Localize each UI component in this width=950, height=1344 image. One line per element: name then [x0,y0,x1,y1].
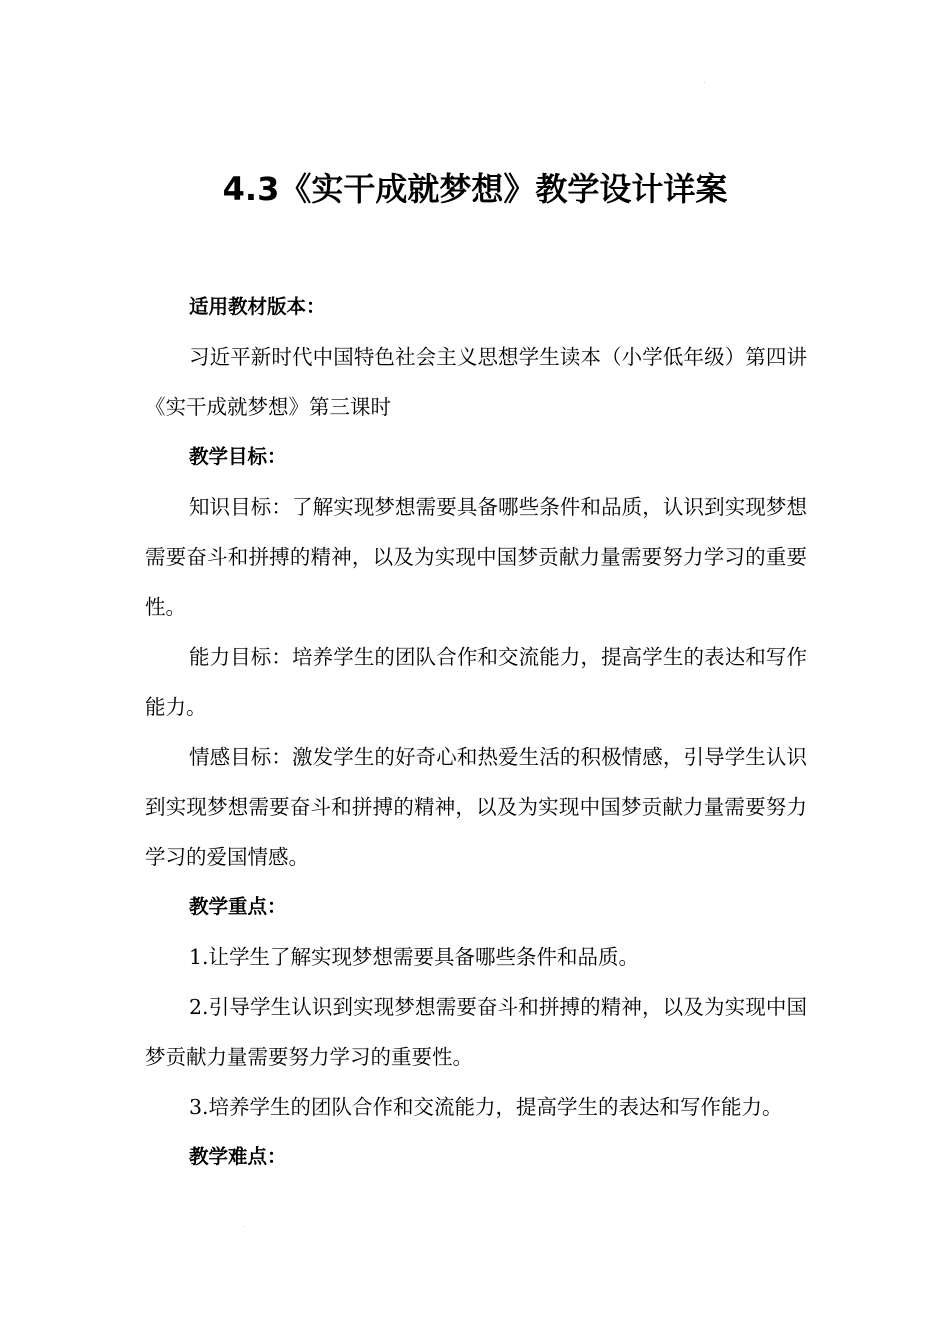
section-heading-key-points: 教学重点： [189,895,287,918]
paragraph-emotion-objective: 情感目标：激发学生的好奇心和热爱生活的积极情感，引导学生认识到实现梦想需要奋斗和拼搏的精神，以及为实现中国梦贡献力量需要努力学习的爱国情感。 [145,745,807,869]
section-heading-textbook: 适用教材版本： [189,295,326,318]
paragraph-key-point-1: 1.让学生了解实现梦想需要具备哪些条件和品质。 [189,945,640,969]
paragraph-textbook: 习近平新时代中国特色社会主义思想学生读本（小学低年级）第四讲《实干成就梦想》第三课时 [145,345,807,419]
scan-speck [704,82,705,83]
paragraph-knowledge-objective: 知识目标：了解实现梦想需要具备哪些条件和品质，认识到实现梦想需要奋斗和拼搏的精神，以及为实现中国梦贡献力量需要努力学习的重要性。 [145,495,807,619]
section-heading-difficulties: 教学难点： [189,1145,287,1168]
document-body [145,282,807,1182]
paragraph-key-point-3: 3.培养学生的团队合作和交流能力，提高学生的表达和写作能力。 [189,1095,783,1119]
paragraph-ability-objective: 能力目标：培养学生的团队合作和交流能力，提高学生的表达和写作能力。 [145,645,807,719]
document-title: 4.3《实干成就梦想》教学设计详案 [222,170,728,209]
section-heading-objectives: 教学目标： [189,445,287,468]
scan-speck [244,1226,245,1227]
paragraph-key-point-2: 2.引导学生认识到实现梦想需要奋斗和拼搏的精神，以及为实现中国梦贡献力量需要努力学习的重要性。 [145,995,807,1069]
